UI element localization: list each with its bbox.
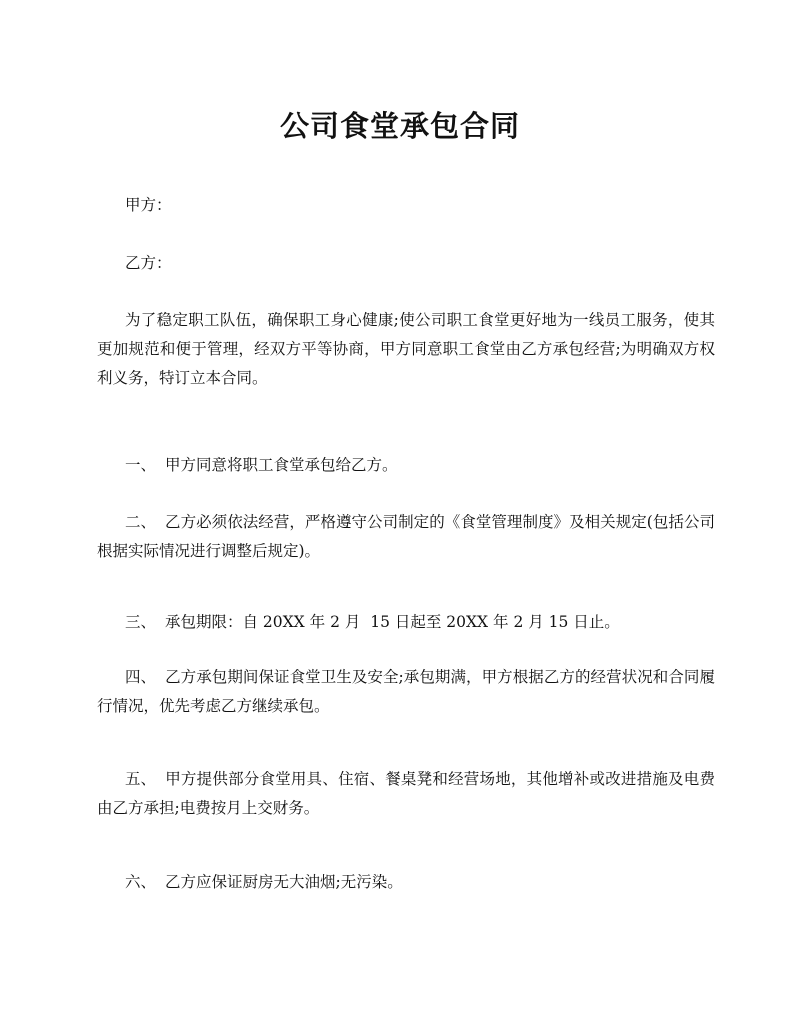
party-a-label: 甲方： bbox=[125, 196, 172, 214]
party-b-label: 乙方： bbox=[125, 254, 172, 272]
clause-number: 四、 bbox=[125, 668, 157, 686]
clause-text: 乙方必须依法经营，严格遵守公司制定的《食堂管理制度》及相关规定(包括公司根据实际情况进行调整后规定)。 bbox=[97, 513, 715, 560]
clause-number: 三、 bbox=[125, 613, 157, 631]
clause-6 bbox=[97, 868, 715, 897]
clause-text: 乙方应保证厨房无大油烟;无污染。 bbox=[165, 873, 403, 891]
clause-number: 五、 bbox=[125, 770, 157, 788]
clause-4 bbox=[97, 663, 715, 721]
clause-text: 承包期限：自 20XX 年 2 月 15 日起至 20XX 年 2 月 15 日止。 bbox=[165, 613, 620, 631]
clause-number: 六、 bbox=[125, 873, 157, 891]
intro-paragraph: 为了稳定职工队伍，确保职工身心健康;使公司职工食堂更好地为一线员工服务，使其更加规范和便于管理，经双方平等协商，甲方同意职工食堂由乙方承包经营;为明确双方权利义务，特订立本合同。 bbox=[97, 311, 715, 387]
clause-2 bbox=[97, 508, 715, 566]
clause-1 bbox=[97, 451, 715, 480]
clause-text: 乙方承包期间保证食堂卫生及安全;承包期满，甲方根据乙方的经营状况和合同履行情况，优先考虑乙方继续承包。 bbox=[97, 668, 715, 715]
clause-number: 一、 bbox=[125, 456, 157, 474]
clause-number: 二、 bbox=[125, 513, 157, 531]
clause-3 bbox=[97, 608, 715, 637]
clause-5 bbox=[97, 765, 715, 823]
clause-text: 甲方同意将职工食堂承包给乙方。 bbox=[165, 456, 398, 474]
clause-text: 甲方提供部分食堂用具、住宿、餐桌凳和经营场地，其他增补或改进措施及电费由乙方承担;电费按月上交财务。 bbox=[97, 770, 715, 817]
document-title: 公司食堂承包合同 bbox=[279, 109, 520, 143]
